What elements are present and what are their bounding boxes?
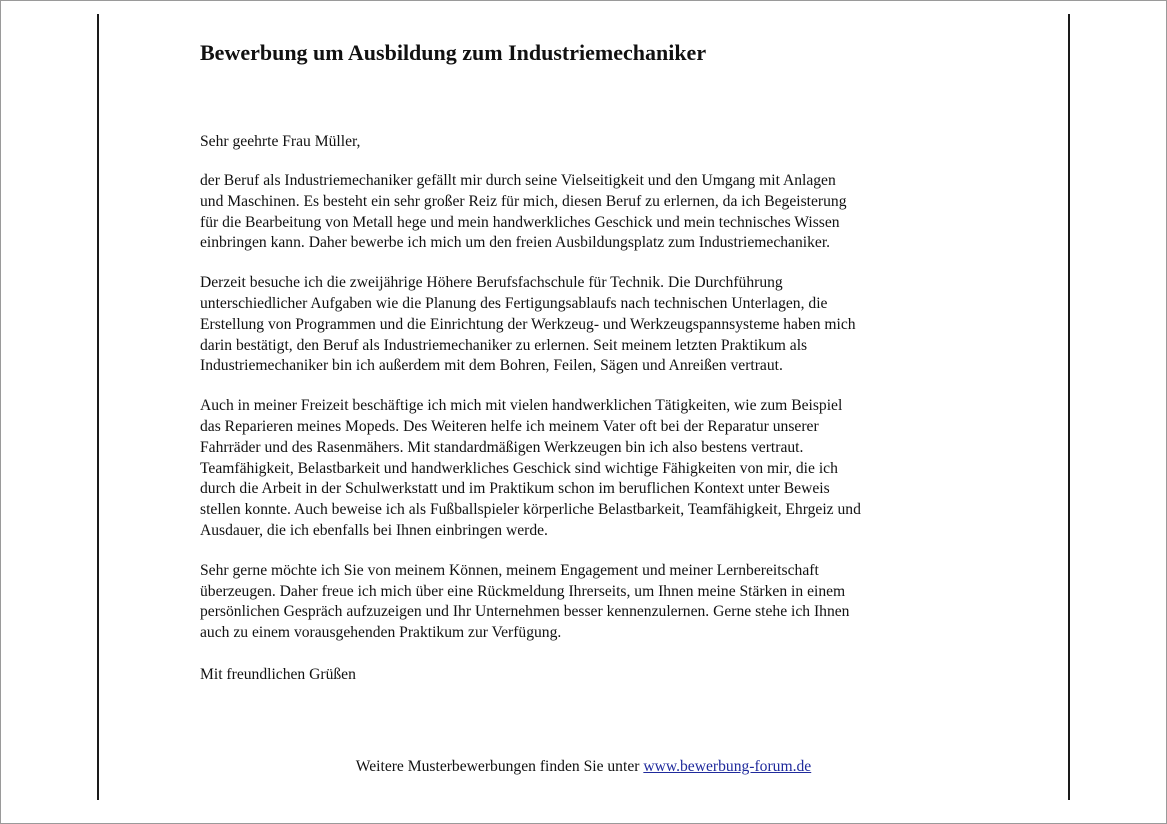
letter-title: Bewerbung um Ausbildung zum Industriemechaniker [200,40,707,65]
right-margin-rule [1068,14,1070,800]
paragraph-4: Sehr gerne möchte ich Sie von meinem Können, meinem Engagement und meiner Lernbereitschaft überzeugen. Daher freue ich mich über eine Rückmeldung Ihrerseits, um Ihnen meine Stärken in einem persönlichen Gespräch aufzuzeigen und Ihr Unternehmen besser kennenzulernen. Gerne stehe ich Ihnen auch zu einem vorausgehenden Praktikum zur Verfügung. [200,561,850,642]
closing-line: Mit freundlichen Grüßen [200,665,356,683]
left-margin-rule [97,14,99,800]
footer [98,757,1069,777]
footer-link[interactable]: www.bewerbung-forum.de [643,758,812,775]
letter-body [200,38,990,685]
footer-text: Weitere Musterbewerbungen finden Sie unter [355,758,640,775]
paragraph-2: Derzeit besuche ich die zweijährige Höhere Berufsfachschule für Technik. Die Durchführung unterschiedlicher Aufgaben wie die Planung des Fertigungsablaufs nach technischen Unterlagen, die Erstellung von Programmen und die Einrichtung der Werkzeug- und Werkzeugspannsysteme haben mich darin bestätigt, den Beruf als Industriemechaniker zu erlernen. Seit meinem letzten Praktikum als Industriemechaniker bin ich außerdem mit dem Bohren, Feilen, Sägen und Anreißen vertraut. [200,274,856,375]
salutation: Sehr geehrte Frau Müller, [200,133,361,150]
paragraph-1: der Beruf als Industriemechaniker gefällt mir durch seine Vielseitigkeit und den Umgang mit Anlagen und Maschinen. Es besteht ein sehr großer Reiz für mich, diesen Beruf zu erlernen, da ich Begeisterung für die Bearbeitung von Metall hege und mein handwerkliches Geschick und mein technisches Wissen einbringen kann. Daher bewerbe ich mich um den freien Ausbildungsplatz zum Industriemechaniker. [200,172,847,252]
paragraph-3: Auch in meiner Freizeit beschäftige ich mich mit vielen handwerklichen Tätigkeiten, wie zum Beispiel das Reparieren meines Mopeds. Des Weiteren helfe ich meinem Vater oft bei der Reparatur unserer Fahrräder und des Rasenmähers. Mit standardmäßigen Werkzeugen bin ich also bestens vertraut. Teamfähigkeit, Belastbarkeit und handwerkliches Geschick sind wichtige Fähigkeiten von mir, die ich durch die Arbeit in der Schulwerkstatt und im Praktikum schon im beruflichen Kontext unter Beweis stellen konnte. Auch beweise ich als Fußballspieler körperliche Belastbarkeit, Teamfähigkeit, Ehrgeiz und Ausdauer, die ich ebenfalls bei Ihnen einbringen werde. [200,397,861,539]
